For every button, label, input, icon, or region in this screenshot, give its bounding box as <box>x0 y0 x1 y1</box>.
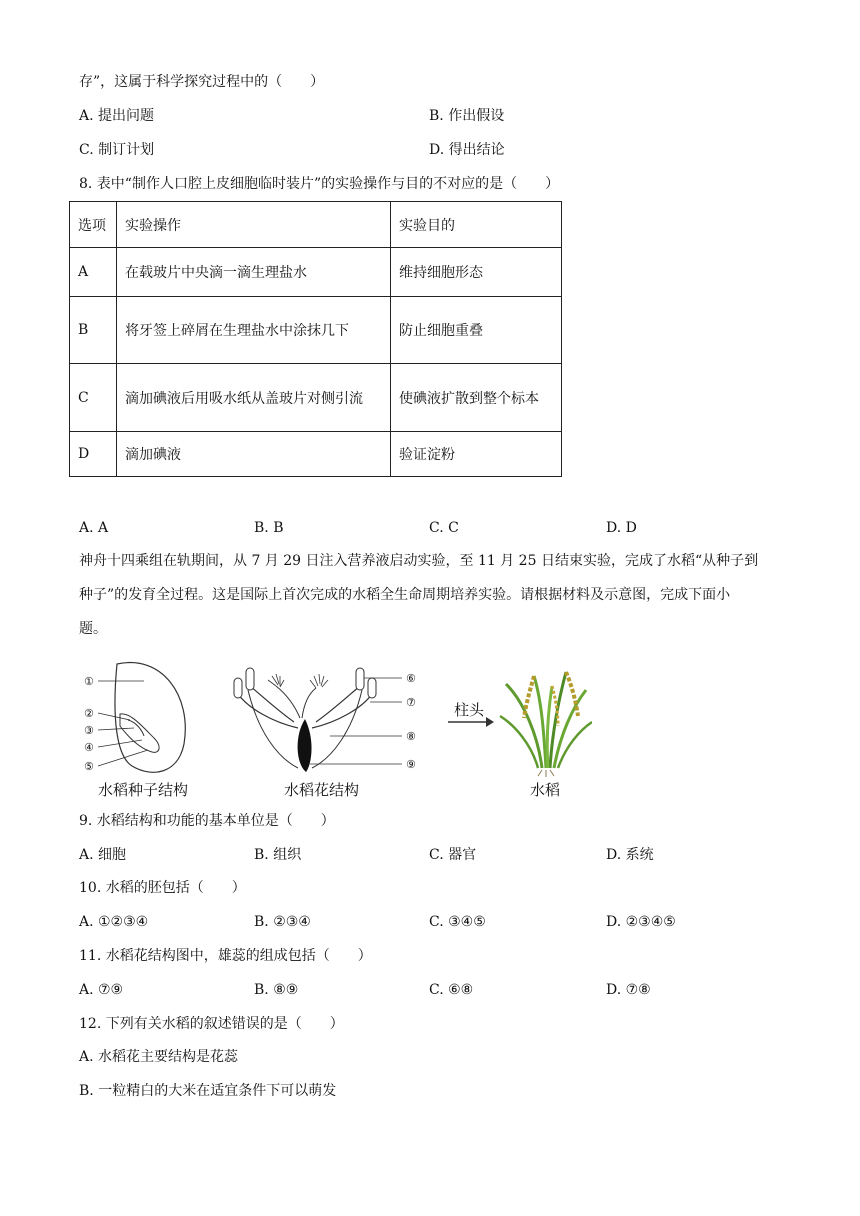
arrow-label: 柱头 <box>454 701 485 719</box>
table-header-cell: 实验目的 <box>391 202 562 248</box>
seed-label-2: ② <box>84 707 94 720</box>
q8-option-c: C. C <box>429 520 459 536</box>
q11-option-a: A. ⑦⑨ <box>79 982 124 998</box>
flower-anther <box>246 668 254 690</box>
table-header-cell: 选项 <box>70 202 117 248</box>
arrow-to-plant <box>448 701 494 727</box>
q10-option-b: B. ②③④ <box>254 914 311 930</box>
table-cell: 滴加碘液后用吸水纸从盖玻片对侧引流 <box>117 364 391 432</box>
seed-label-1: ① <box>84 675 94 688</box>
flower-label-8: ⑧ <box>406 730 416 743</box>
rice-seed-diagram <box>84 663 188 799</box>
flower-anther <box>234 678 242 698</box>
q8-stem: 8. 表中“制作人口腔上皮细胞临时装片”的实验操作与目的不对应的是（ ） <box>79 176 560 192</box>
q12-stem: 12. 下列有关水稻的叙述错误的是（ ） <box>79 1016 344 1032</box>
table-cell: 滴加碘液 <box>117 432 391 477</box>
table-row <box>70 297 562 364</box>
rice-flower-diagram <box>234 668 416 799</box>
table-cell: 验证淀粉 <box>391 432 562 477</box>
material-line-2: 种子”的发育全过程。这是国际上首次完成的水稻全生命周期培养实验。请根据材料及示意图，完成下面小 <box>79 587 731 603</box>
q11-option-c: C. ⑥⑧ <box>429 982 474 998</box>
table-cell: 将牙签上碎屑在生理盐水中涂抹几下 <box>117 297 391 364</box>
q7-option-c: C. 制订计划 <box>79 142 155 158</box>
table-cell: 防止细胞重叠 <box>391 297 562 364</box>
table-cell: A <box>70 248 117 297</box>
q9-option-d: D. 系统 <box>606 847 654 863</box>
table-header-cell: 实验操作 <box>117 202 391 248</box>
plant-caption: 水稻 <box>530 781 561 799</box>
experiment-table <box>69 201 562 477</box>
rice-roots <box>538 770 554 777</box>
material-line-1: 神舟十四乘组在轨期间，从 7 月 29 日注入营养液启动实验，至 11 月 25 日结束实验，完成了水稻“从种子到 <box>79 553 759 569</box>
rice-leaf <box>558 722 592 768</box>
q9-option-c: C. 器官 <box>429 847 477 863</box>
table-row <box>70 248 562 297</box>
flower-filament-4 <box>312 694 372 728</box>
table-cell: D <box>70 432 117 477</box>
table-row <box>70 364 562 432</box>
seed-label-4: ④ <box>84 741 94 754</box>
arrow-head-icon <box>486 717 494 727</box>
table-cell: B <box>70 297 117 364</box>
q10-option-c: C. ③④⑤ <box>429 914 486 930</box>
flower-stigma <box>310 674 328 688</box>
seed-caption: 水稻种子结构 <box>98 781 189 799</box>
seed-label-3: ③ <box>84 724 94 737</box>
rice-plant-illustration <box>500 672 592 799</box>
q9-stem: 9. 水稻结构和功能的基本单位是（ ） <box>79 813 335 829</box>
flower-label-6: ⑥ <box>406 672 416 685</box>
q11-stem: 11. 水稻花结构图中，雄蕊的组成包括（ ） <box>79 948 372 964</box>
q10-option-a: A. ①②③④ <box>79 914 149 930</box>
seed-label-5: ⑤ <box>84 760 94 773</box>
rice-panicle <box>524 676 534 718</box>
q10-option-d: D. ②③④⑤ <box>606 914 676 930</box>
table-cell: 使碘液扩散到整个标本 <box>391 364 562 432</box>
q8-option-a: A. A <box>79 520 109 536</box>
flower-label-9: ⑨ <box>406 758 416 771</box>
table-header-row <box>70 202 562 248</box>
rice-leaf <box>500 716 538 768</box>
q10-stem: 10. 水稻的胚包括（ ） <box>79 880 246 896</box>
flower-palea <box>312 690 362 768</box>
table-row <box>70 432 562 477</box>
flower-caption: 水稻花结构 <box>284 781 360 799</box>
q8-option-b: B. B <box>254 520 284 536</box>
q12-option-a: A. 水稻花主要结构是花蕊 <box>79 1049 239 1065</box>
flower-label-7: ⑦ <box>406 696 416 709</box>
table-cell: 在载玻片中央滴一滴生理盐水 <box>117 248 391 297</box>
flower-anther <box>356 668 364 690</box>
q7-stem-tail: 存”，这属于科学探究过程中的（ ） <box>79 74 325 90</box>
q7-option-a: A. 提出问题 <box>79 108 155 124</box>
q12-option-b: B. 一粒精白的大米在适宜条件下可以萌发 <box>79 1083 337 1099</box>
flower-ovary <box>298 719 312 772</box>
q8-option-d: D. D <box>606 520 637 536</box>
material-line-3: 题。 <box>79 621 107 637</box>
table-cell: C <box>70 364 117 432</box>
q9-option-b: B. 组织 <box>254 847 302 863</box>
table-cell: 维持细胞形态 <box>391 248 562 297</box>
q11-option-b: B. ⑧⑨ <box>254 982 299 998</box>
rice-figure <box>72 656 592 806</box>
q11-option-d: D. ⑦⑧ <box>606 982 651 998</box>
q7-option-d: D. 得出结论 <box>429 142 505 158</box>
q7-option-b: B. 作出假设 <box>429 108 505 124</box>
flower-anther <box>368 678 376 698</box>
q9-option-a: A. 细胞 <box>79 847 127 863</box>
flower-stigma <box>268 674 284 687</box>
